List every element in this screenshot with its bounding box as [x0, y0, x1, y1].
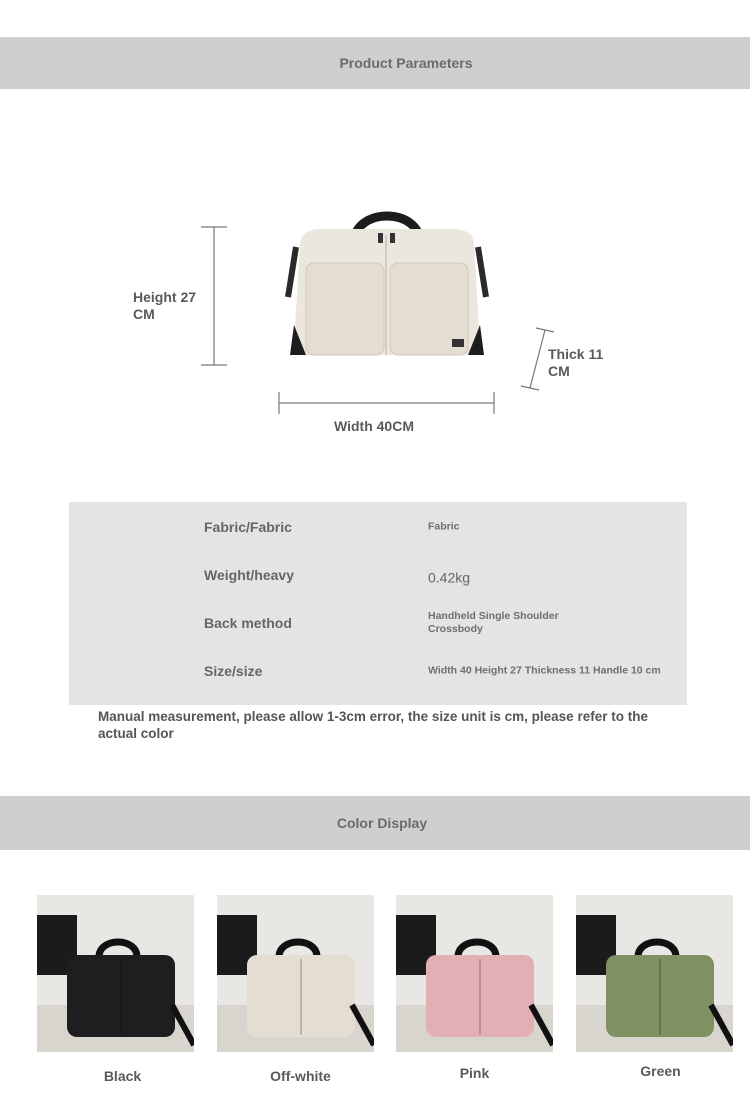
color-label-off-white: Off-white: [270, 1068, 331, 1084]
color-option-off-white[interactable]: [217, 895, 374, 1052]
color-option-green[interactable]: [576, 895, 733, 1052]
spec-row-weight: [69, 551, 687, 599]
color-label-black: Black: [103, 1068, 142, 1084]
spec-key: Back method: [204, 615, 292, 631]
color-label-pink: Pink: [459, 1065, 490, 1081]
width-dimension-line: [276, 390, 498, 416]
color-display-title: Color Display: [336, 815, 428, 831]
spec-key: Size/size: [204, 663, 263, 679]
spec-table: [69, 502, 687, 705]
measurement-note: Manual measurement, please allow 1-3cm error, the size unit is cm, please refer to the actual color: [98, 709, 648, 741]
spec-value: Handheld Single Shoulder Crossbody: [428, 610, 559, 635]
spec-value: Fabric: [428, 520, 460, 533]
color-label-green: Green: [640, 1063, 681, 1079]
spec-value: Width 40 Height 27 Thickness 11 Handle 10 cm: [428, 664, 661, 677]
color-display-header: [0, 796, 750, 850]
bag-green-image: [576, 895, 733, 1052]
spec-row-back-method: [69, 599, 687, 647]
color-option-pink[interactable]: [396, 895, 553, 1052]
spec-value: 0.42kg: [428, 569, 471, 586]
bag-off-white-image: [217, 895, 374, 1052]
spec-key: Weight/heavy: [204, 567, 294, 583]
height-label: Height 27 CM: [133, 289, 197, 322]
spec-row-fabric: [69, 503, 687, 551]
bag-black-image: [37, 895, 194, 1052]
product-parameters-header: [0, 37, 750, 89]
bag-product-image: [282, 205, 492, 360]
product-parameters-title: Product Parameters: [339, 55, 473, 71]
width-label: Width 40CM: [334, 418, 414, 434]
spec-key: Fabric/Fabric: [204, 519, 292, 535]
bag-pink-image: [396, 895, 553, 1052]
color-option-black[interactable]: [37, 895, 194, 1052]
thick-label: Thick 11 CM: [548, 346, 604, 379]
spec-row-size: [69, 647, 687, 695]
